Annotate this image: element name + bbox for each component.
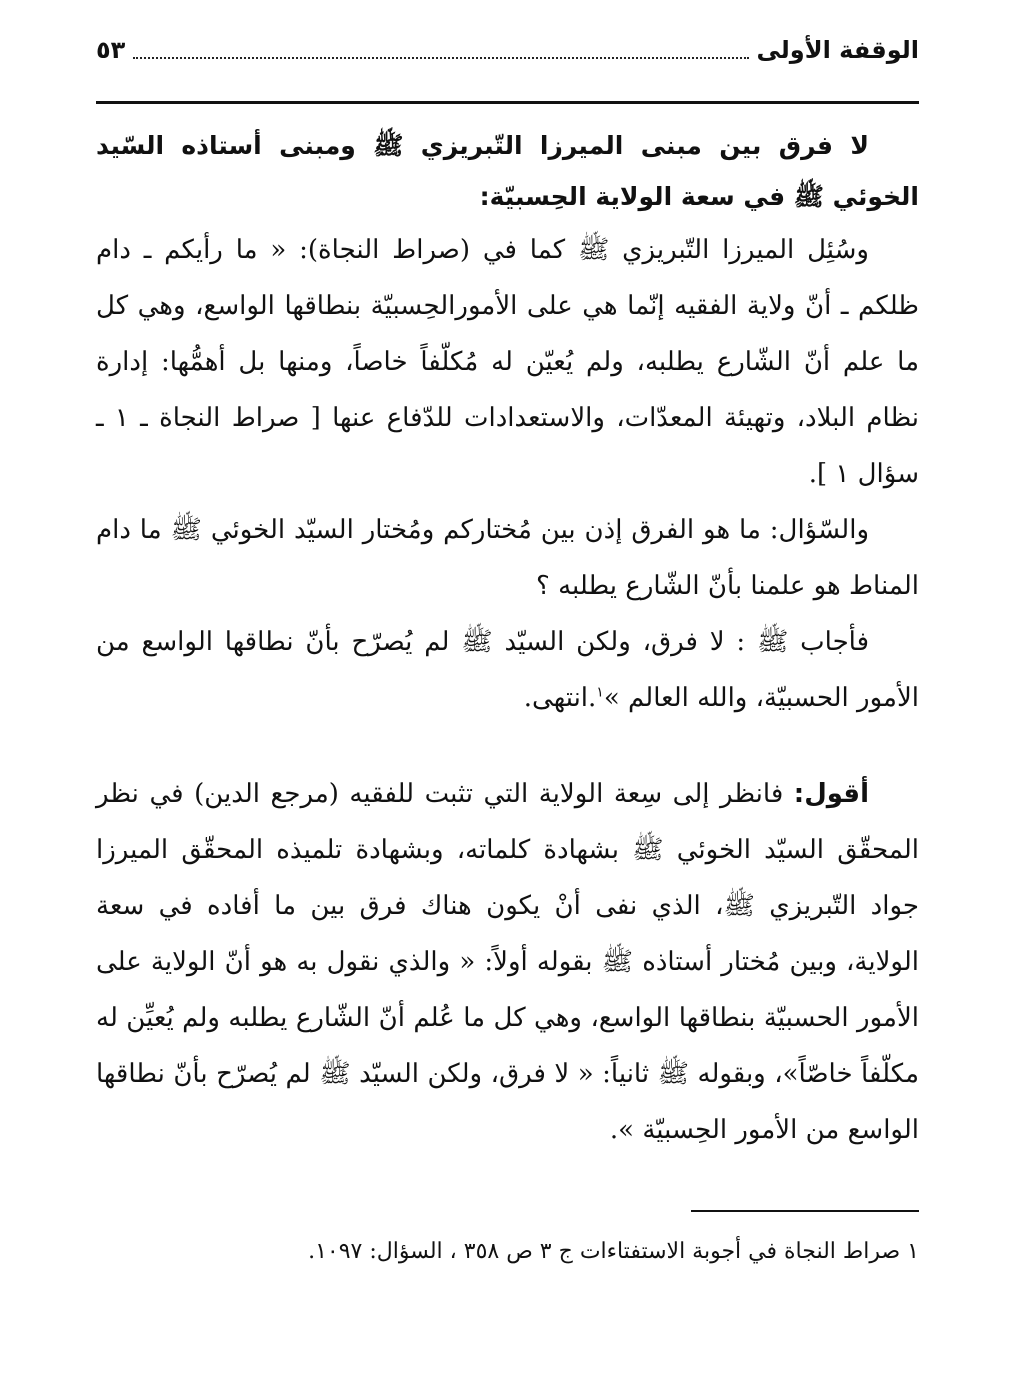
paragraph-answer (96, 614, 919, 726)
page-number: ٥٣ (96, 36, 126, 64)
paragraph-followup-question: والسّؤال: ما هو الفرق إذن بين مُختاركم ومُختار السيّد الخوئي ﷺ ما دام المناط هو علمنا بأنّ الشّارع يطلبه ؟ (96, 515, 919, 601)
answer-tail: .انتهى. (523, 683, 597, 713)
running-header (96, 30, 919, 70)
section-heading: لا فرق بين مبنى الميرزا التّبريزي ﷺ ومبنى أستاذه السّيد الخوئي ﷺ في سعة الولاية الحِسبيّة: (96, 131, 919, 211)
footnote-marker[interactable]: ١ (596, 684, 604, 701)
footnote: ١ صراط النجاة في أجوبة الاستفتاءات ج ٣ ص ٣٥٨ ، السؤال: ١٠٩٧. (308, 1239, 919, 1264)
answer-text: فأجاب ﷺ : لا فرق، ولكن السيّد ﷺ لم يُصرّح بأنّ نطاقها الواسع من الأمور الحسبيّة، والله العالم » (96, 627, 919, 713)
main-text (96, 120, 919, 1158)
chapter-title: الوقفة الأولى (756, 36, 919, 64)
dot-leader (133, 57, 748, 59)
commentary-text: فانظر إلى سِعة الولاية التي تثبت للفقيه (مرجع الدين) في نظر المحقّق السيّد الخوئي ﷺ بشهادة كلماته، وبشهادة تلميذه المحقّق الميرزا جواد التّبريزي ﷺ، الذي نفى أنْ يكون هناك فرق بين ما أفاده في سعة الولاية، وبين مُختار أستاذه ﷺ بقوله أولاً: « والذي نقول به هو أنّ الولاية على الأمور الحسبيّة بنطاقها الواسع، وهي كل ما عُلم أنّ الشّارع يطلبه ولم يُعيِّن له مكلّفاً خاصّاً»، وبقوله ﷺ ثانياً: « لا فرق، ولكن السيّد ﷺ لم يُصرّح بأنّ نطاقها الواسع من الأمور الحِسبيّة ». (96, 779, 919, 1145)
paragraph-question: وسُئِل الميرزا التّبريزي ﷺ كما في (صراط النجاة): « ما رأيكم ـ دام ظلكم ـ أنّ ولاية الفقيه إنّما هي على الأمورالحِسبيّة بنطاقها الواسع، وهي كل ما علم أنّ الشّارع يطلبه، ولم يُعيّن له مُكلّفاً خاصاً، ومنها بل أهمُّها: إدارة نظام البلاد، وتهيئة المعدّات، والاستعدادات للدّفاع عنها [ صراط النجاة ـ ١ ـ سؤال ١ ]. (96, 235, 920, 489)
commentary-lead-word: أقول: (793, 779, 869, 809)
paragraph-commentary (96, 766, 919, 1158)
header-rule (96, 101, 919, 104)
footnote-rule (691, 1210, 919, 1212)
